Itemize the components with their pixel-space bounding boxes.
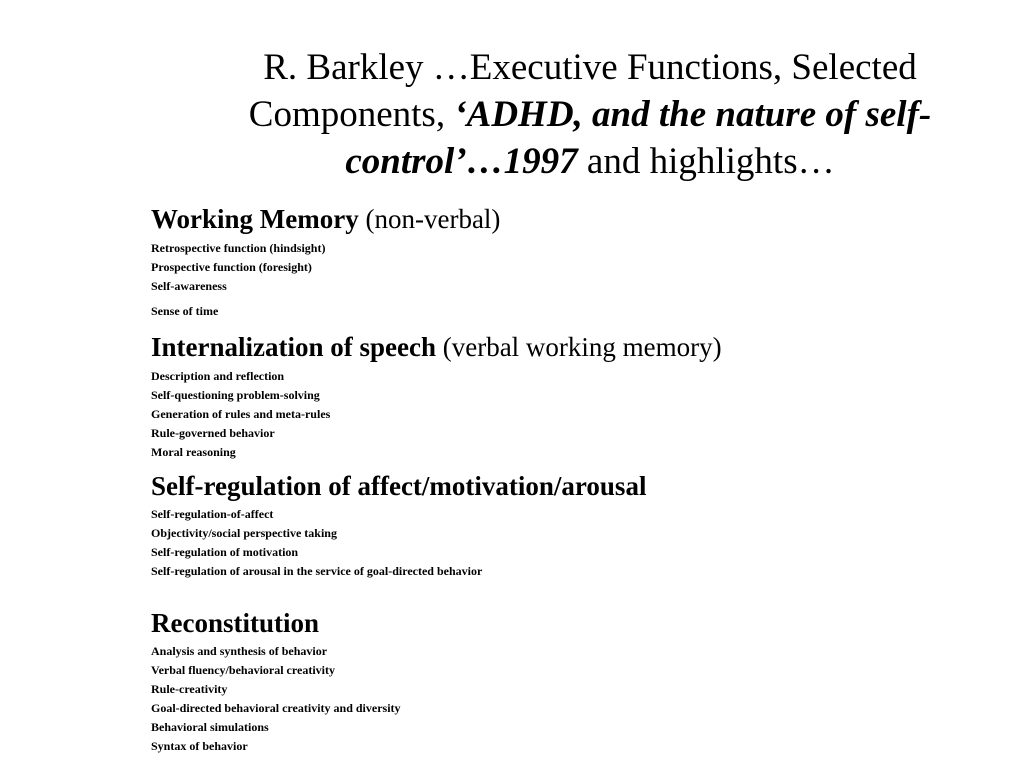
list-item: Rule-creativity — [151, 682, 228, 696]
list-item: Description and reflection — [151, 369, 285, 383]
section-working-memory — [151, 201, 1011, 321]
heading-qualifier: (non-verbal) — [358, 204, 501, 234]
list-item: Objectivity/social perspective taking — [151, 526, 337, 540]
list-item: Self-regulation-of-affect — [151, 507, 274, 521]
item-list — [151, 239, 1011, 321]
slide-body — [151, 201, 1011, 756]
list-item: Sense of time — [151, 304, 219, 318]
heading-text: Reconstitution — [151, 608, 319, 638]
list-item: Self-questioning problem-solving — [151, 388, 320, 402]
item-list — [151, 642, 1011, 756]
section-heading — [151, 468, 1011, 504]
list-item: Rule-governed behavior — [151, 426, 275, 440]
heading-text: Self-regulation of affect/motivation/arousal — [151, 471, 647, 501]
list-item: Prospective function (foresight) — [151, 260, 312, 274]
slide-title — [200, 44, 980, 185]
heading-text: Internalization of speech — [151, 332, 436, 362]
list-item: Generation of rules and meta-rules — [151, 407, 331, 421]
section-self-regulation — [151, 468, 1011, 581]
list-item: Moral reasoning — [151, 445, 236, 459]
list-item: Self-awareness — [151, 279, 227, 293]
list-item: Self-regulation of arousal in the service of goal-directed behavior — [151, 564, 483, 578]
list-item: Retrospective function (hindsight) — [151, 241, 326, 255]
section-heading — [151, 201, 1011, 237]
heading-qualifier: (verbal working memory) — [435, 332, 722, 362]
list-item: Goal-directed behavioral creativity and diversity — [151, 701, 401, 715]
title-text-part2: and highlights… — [577, 141, 835, 182]
list-item: Verbal fluency/behavioral creativity — [151, 663, 335, 677]
list-item: Syntax of behavior — [151, 739, 248, 753]
item-list — [151, 505, 1011, 581]
title-emphasis: ‘ADHD, and the nature of self-control’…1997 — [345, 94, 932, 182]
list-item: Behavioral simulations — [151, 720, 269, 734]
heading-text: Working Memory — [151, 204, 359, 234]
section-heading — [151, 329, 1011, 365]
section-internalization-of-speech — [151, 329, 1011, 462]
section-heading — [151, 605, 1011, 641]
list-item: Self-regulation of motivation — [151, 545, 299, 559]
title-text-part1: R. Barkley …Executive Functions, Selected Components, — [248, 47, 917, 135]
list-item: Analysis and synthesis of behavior — [151, 644, 328, 658]
section-reconstitution — [151, 605, 1011, 756]
item-list — [151, 367, 1011, 462]
